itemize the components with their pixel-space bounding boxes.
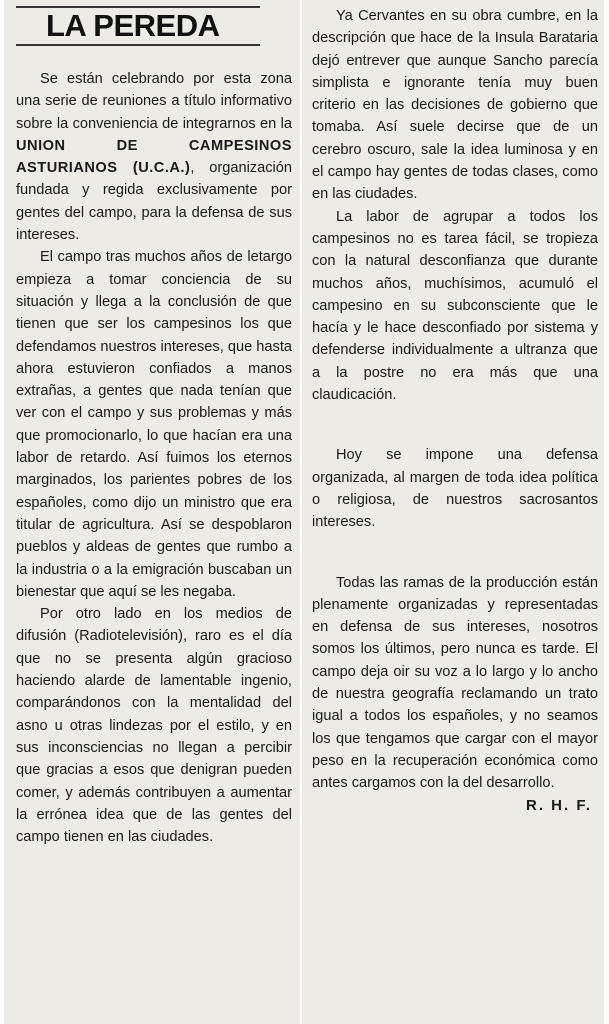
intro-text-a: Se están celebrando por esta zona una serie de reuniones a título informativo sobre la conveniencia de integrarnos en la <box>16 71 292 132</box>
left-column-body <box>16 68 292 848</box>
paragraph-campo: El campo tras muchos años de letargo empieza a tomar conciencia de su situación y llega a la conclusión de que tienen que ser los campesinos los que defendamos nuestros intereses, que hasta ahora estuvieron confiados a manos extrañas, a gentes que nada tenían que ver con el campo y sus problemas y más que promocionarlo, lo que hacían era una labor de retardo. Así fuimos los eternos marginados, los parientes pobres de los españoles, como dijo un ministro que era titular de agricultura. Así se despoblaron pueblos y aldeas de gentes que rumbo a la industria o a la emigración buscaban un bienestar que aquí se les negaba. <box>16 249 292 600</box>
paragraph-ramas: Todas las ramas de la producción están plenamente organizadas y representadas en defensa de sus intereses, nosotros somos los últimos, pero nunca es tarde. El campo deja oir su voz a lo largo y lo ancho de nuestra geografía reclamando un trato igual a todos los españoles, y no seamos los que tengamos que cargar con el mayor peso en la recuperación económica como antes cargamos con la del desarrollo. <box>312 574 598 792</box>
paragraph-cervantes: Ya Cervantes en su obra cumbre, en la descripción que hace de la Insula Barataria dejó entrever que aunque Sancho parecía simplista e ignorante tenía muy buen criterio en las decisiones de gobierno que tomaba. Así suele decirse que de un cerebro oscuro, sale la idea luminosa y en el campo hay gentes de todas clases, como en las ciudades. <box>312 8 598 203</box>
article-headline: LA PEREDA <box>46 8 220 43</box>
paragraph-labor: La labor de agrupar a todos los campesinos no es tarea fácil, se tropieza con la natural desconfianza que durante muchos años, muchísimos, acumuló el campesino en su subconsciente que le hacía y le hace desconfiado por sistema y defenderse individualmente a ultranza que a la postre no era más que una claudicación. <box>312 208 598 404</box>
paragraph-defensa: Hoy se impone una defensa organizada, al margen de toda idea política o religiosa, de nuestros sacrosantos intereses. <box>312 447 598 531</box>
intro-text-b: , organización fundada y regida exclusivamente por gentes del campo, para la defensa de sus intereses. <box>16 160 292 244</box>
right-column-body <box>312 5 598 817</box>
right-column <box>306 0 604 1024</box>
left-column <box>4 0 298 1024</box>
paragraph-difusion: Por otro lado en los medios de difusión (Radiotelevisión), raro es el día que no se presenta algún gracioso haciendo alarde de lamentable ingenio, comparándonos con la mentalidad del asno u otras lindezas por el estilo, y en sus inconsciencias no llegan a percibir que gracias a esos que denigran pueden comer, y además contribuyen a aumentar la errónea idea que de las gentes del campo tienen en las ciudades. <box>16 606 292 846</box>
author-signature: R. H. F. <box>525 796 592 814</box>
column-divider <box>300 0 302 1024</box>
headline-box <box>16 6 260 46</box>
right-margin <box>604 0 609 1024</box>
organization-name: UNION DE CAMPESINOS ASTURIANOS (U.C.A.) <box>16 137 292 177</box>
paragraph-intro <box>16 68 292 246</box>
